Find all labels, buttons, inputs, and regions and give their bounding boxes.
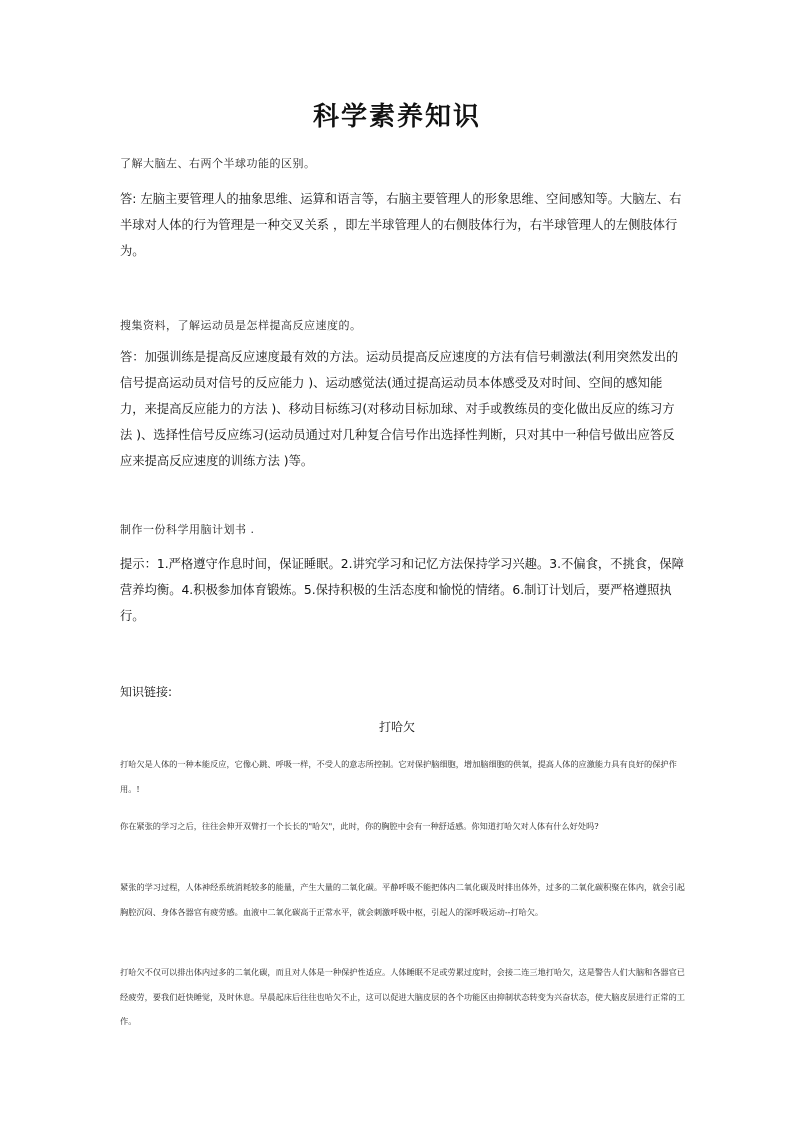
answer-3: 提示：1.严格遵守作息时间，保证睡眠。2.讲究学习和记忆方法保持学习兴趣。3.不偏食，不挑食，保障营养均衡。4.积极参加体育锻炼。5.保持积极的生活态度和愉悦的情绪。6.制订计划后，要严格遵照执行。 [120,557,684,623]
yawn-paragraph-4: 打哈欠不仅可以排出体内过多的二氧化碳，而且对人体是一种保护性适应。人体睡眠不足或劳累过度时，会接二连三地打哈欠，这是警告人们大脑和各器官已经疲劳，要我们赶快睡觉，及时休息。早晨起床后往往也哈欠不止，这可以促进大脑皮层的各个功能区由抑制状态转变为兴奋状态，使大脑皮层进行正常的工作。 [120,967,685,1026]
answer-1: 答: 左脑主要管理人的抽象思维、运算和语言等，右脑主要管理人的形象思维、空间感知等。大脑左、右半球对人体的行为管理是一种交叉关系 ，即左半球管理人的右侧肢体行为，右半球管理人的左侧肢体行为。 [120,192,682,258]
knowledge-link-label: 知识链接: [120,685,173,699]
question-3: 制作一份科学用脑计划书 . [120,523,255,536]
question-1: 了解大脑左、右两个半球功能的区别。 [120,157,316,170]
yawn-subtitle: 打哈欠 [378,720,415,734]
yawn-paragraph-3: 紧张的学习过程，人体神经系统消耗较多的能量，产生大量的二氧化碳。平静呼吸不能把体内二氧化碳及时排出体外，过多的二氧化碳积聚在体内，就会引起胸腔沉闷、身体各器官有疲劳感。血液中二氧化碳高于正常水平，就会刺激呼吸中枢，引起人的深呼吸运动--打哈欠。 [120,882,685,917]
yawn-paragraph-2: 你在紧张的学习之后，往往会伸开双臂打一个长长的"哈欠"，此时，你的胸腔中会有一种舒适感。你知道打哈欠对人体有什么好处吗? [120,821,599,831]
answer-2: 答：加强训练是提高反应速度最有效的方法。运动员提高反应速度的方法有信号刺激法(利用突然发出的信号提高运动员对信号的反应能力 )、运动感觉法(通过提高运动员本体感受及对时间、空间的感知能力，来提高反应能力的方法 )、移动目标练习(对移动目标加球、对手或教练员的变化做出反应的练习方法 )、选择性信号反应练习(运动员通过对几种复合信号作出选择性判断，只对其中一种信号做出应答反应来提高反应速度的训练方法 )等。 [120,350,679,468]
yawn-paragraph-1: 打哈欠是人体的一种本能反应，它像心跳、呼吸一样，不受人的意志所控制。它对保护脑细胞，增加脑细胞的供氧，提高人体的应激能力具有良好的保护作用。! [120,759,677,794]
page-title: 科学素养知识 [312,102,481,132]
question-2: 搜集资料，了解运动员是怎样提高反应速度的。 [120,319,362,332]
